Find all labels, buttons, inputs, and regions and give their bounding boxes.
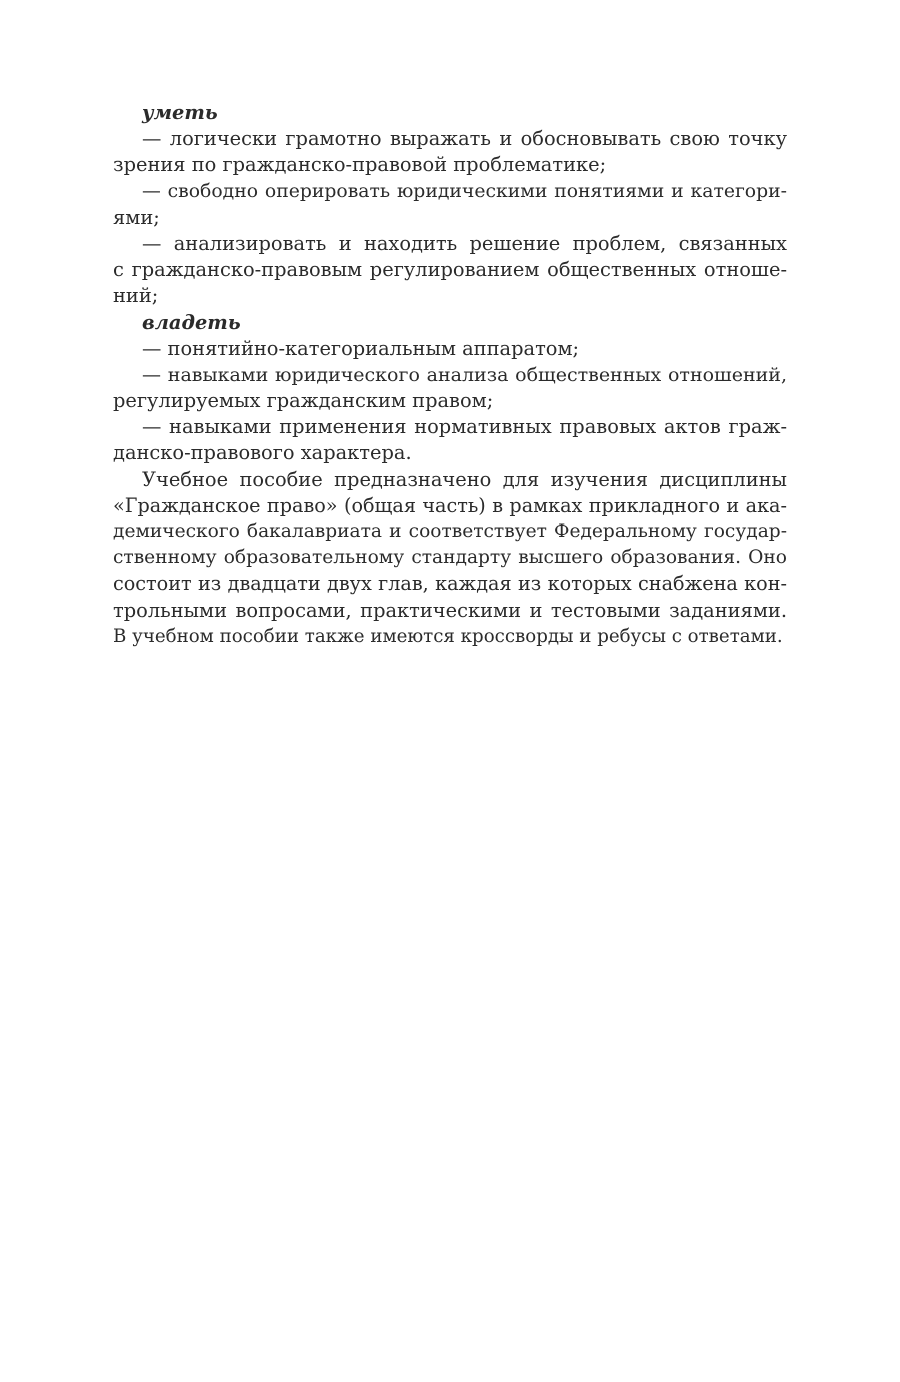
- list-item-line: — понятийно-категориальным аппаратом;: [142, 336, 580, 360]
- description-line: ственному образовательному стандарту высшего образования. Оно: [113, 547, 787, 569]
- section-heading-umet: уметь: [142, 101, 218, 124]
- section-heading-vladet: владеть: [142, 310, 241, 334]
- list-item-line: с гражданско-правовым регулированием общественных отноше-: [113, 258, 787, 282]
- description-line: В учебном пособии также имеются кроссворды и ребусы с ответами.: [113, 625, 783, 647]
- list-item-line: ями;: [113, 205, 160, 229]
- description-line: трольными вопросами, практическими и тестовыми заданиями.: [113, 598, 787, 622]
- list-item-line: — навыками применения нормативных правовых актов граж-: [142, 415, 787, 439]
- list-item-line: ний;: [113, 284, 159, 308]
- description-line: «Гражданское право» (общая часть) в рамках прикладного и ака-: [113, 493, 787, 517]
- list-item-line: данско-правового характера.: [113, 441, 412, 465]
- list-item-line: — логически грамотно выражать и обосновывать свою точку: [142, 127, 787, 151]
- description-line: Учебное пособие предназначено для изучения дисциплины: [142, 467, 787, 491]
- list-item-line: — свободно оперировать юридическими понятиями и категори-: [142, 180, 787, 202]
- page-body: [113, 100, 787, 650]
- list-item-line: — анализировать и находить решение проблем, связанных: [142, 231, 787, 255]
- description-line: демического бакалавриата и соответствует Федеральному государ-: [113, 521, 787, 542]
- description-line: состоит из двадцати двух глав, каждая из которых снабжена кон-: [113, 572, 787, 596]
- list-item-line: — навыками юридического анализа общественных отношений,: [142, 363, 787, 386]
- list-item-line: регулируемых гражданским правом;: [113, 389, 494, 413]
- list-item-line: зрения по гражданско-правовой проблематике;: [113, 153, 607, 177]
